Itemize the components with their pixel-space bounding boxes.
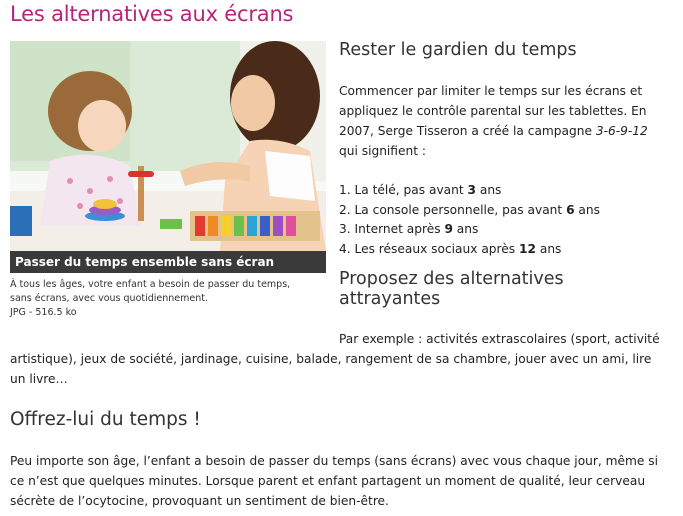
- section-title-alternatives: Proposez des alternatives attrayantes: [339, 269, 564, 309]
- list-item: [339, 201, 600, 221]
- list-item-age: 6: [566, 202, 575, 217]
- section1-intro-text-a: Commencer par limiter le temps sur les écrans et appliquez le contrôle parental sur les tablettes. En 2007, Serge Tisseron a créé la campagne: [339, 84, 647, 138]
- list-item-unit: ans: [535, 241, 562, 256]
- photo-illustration: [10, 41, 326, 251]
- section-title-offrez: Offrez-lui du temps !: [10, 409, 201, 430]
- photo-figure: [10, 41, 326, 320]
- list-item-text: 3. Internet après: [339, 222, 445, 236]
- photo-caption-description: À tous les âges, votre enfant a besoin de passer du temps, sans écrans, avec vous quotidiennement.: [10, 279, 291, 304]
- list-item-unit: ans: [574, 202, 600, 217]
- section3-text: Peu importe son âge, l’enfant a besoin de passer du temps (sans écrans) avec vous chaque jour, même si ce n’est que quelques minutes. Lorsque parent et enfant partagent un moment de qualité, leur cerveau sécrète de l’ocytocine, provoquant un sentiment de bien-être.: [10, 454, 658, 508]
- list-item: [339, 220, 600, 240]
- list-item-text: 2. La console personnelle, pas avant: [339, 202, 567, 217]
- list-item-unit: ans: [452, 222, 479, 236]
- list-item: [339, 240, 600, 260]
- section1-intro: [339, 81, 669, 161]
- list-item-age: 3: [467, 183, 476, 197]
- page-title: Les alternatives aux écrans: [10, 2, 294, 26]
- list-item-age: 9: [444, 222, 453, 236]
- list-item-unit: ans: [475, 183, 502, 197]
- list-item-text: 1. La télé, pas avant: [339, 183, 468, 197]
- section-title-gardien: Rester le gardien du temps: [339, 40, 577, 60]
- list-item-text: 4. Les réseaux sociaux après: [339, 241, 520, 256]
- list-item-age: 12: [519, 241, 536, 256]
- list-item: [339, 181, 600, 201]
- section1-intro-text-b: qui signifient :: [339, 144, 426, 158]
- photo-caption-title: Passer du temps ensemble sans écran: [10, 251, 326, 273]
- section2-text-content: Par exemple : activités extrascolaires (sport, activité artistique), jeux de société, jardinage, cuisine, balade, rangement de sa chambre, jouer avec un ami, lire un livre…: [10, 332, 660, 386]
- campaign-name: 3-6-9-12: [595, 124, 648, 138]
- photo-file-info: JPG - 516.5 ko: [10, 307, 77, 318]
- age-rules-list: [339, 181, 600, 259]
- section2-text: [10, 329, 670, 389]
- photo-image[interactable]: [10, 41, 326, 251]
